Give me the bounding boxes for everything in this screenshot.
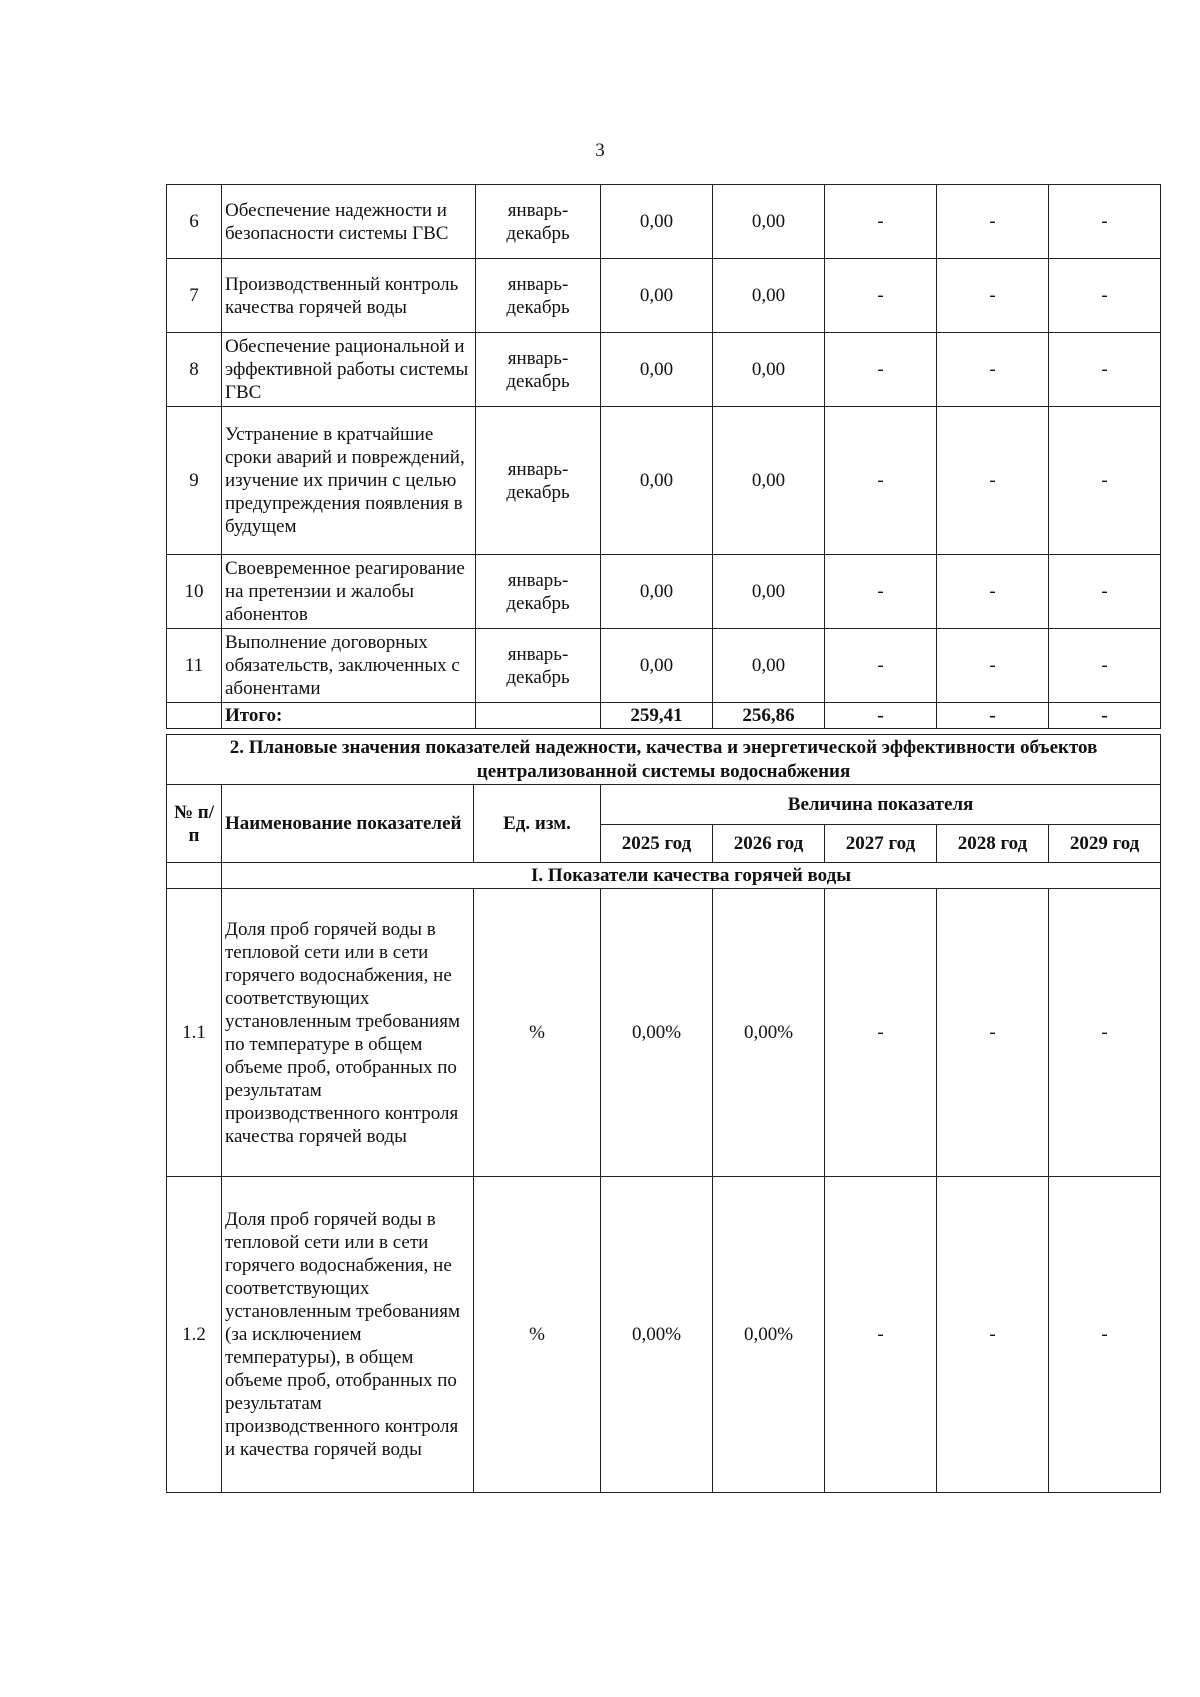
indicator-name: Доля проб горячей воды в тепловой сети или в сети горячего водоснабжения, не соответствующих установленным требованиям по температуре в общем объеме проб, отобранных по результатам производственного контроля качества горячей воды — [222, 889, 474, 1177]
header-year-2029: 2029 год — [1049, 825, 1161, 863]
value-2029: - — [1049, 333, 1161, 407]
unit: % — [474, 889, 601, 1177]
unit: % — [474, 1177, 601, 1493]
page-number: 3 — [595, 140, 605, 161]
total-2027: - — [825, 703, 937, 729]
value-2026: 0,00 — [713, 333, 825, 407]
value-2028: - — [937, 629, 1049, 703]
period: январь-декабрь — [476, 407, 601, 555]
period: январь-декабрь — [476, 629, 601, 703]
table-row — [167, 185, 1161, 259]
value-2028: - — [937, 1177, 1049, 1493]
measure-name: Своевременное реагирование на претензии и жалобы абонентов — [222, 555, 476, 629]
value-2025: 0,00% — [601, 889, 713, 1177]
value-2027: - — [825, 889, 937, 1177]
row-number: 10 — [167, 555, 222, 629]
table-row — [167, 407, 1161, 555]
value-2025: 0,00 — [601, 629, 713, 703]
period: январь-декабрь — [476, 259, 601, 333]
value-2026: 0,00 — [713, 555, 825, 629]
table-row — [167, 629, 1161, 703]
value-2027: - — [825, 333, 937, 407]
row-number: 11 — [167, 629, 222, 703]
total-label: Итого: — [222, 703, 476, 729]
value-2026: 0,00% — [713, 1177, 825, 1493]
indicators-table — [166, 734, 1161, 1493]
table-row — [167, 555, 1161, 629]
empty-cell — [167, 863, 222, 889]
empty-cell — [167, 703, 222, 729]
section-title-row — [167, 735, 1161, 785]
value-2026: 0,00 — [713, 407, 825, 555]
value-2029: - — [1049, 259, 1161, 333]
header-name: Наименование показателей — [222, 785, 474, 863]
value-2028: - — [937, 889, 1049, 1177]
value-2026: 0,00% — [713, 889, 825, 1177]
header-year-2026: 2026 год — [713, 825, 825, 863]
value-2025: 0,00 — [601, 407, 713, 555]
table-row — [167, 1177, 1161, 1493]
value-2027: - — [825, 185, 937, 259]
value-2029: - — [1049, 407, 1161, 555]
value-2028: - — [937, 555, 1049, 629]
total-2026: 256,86 — [713, 703, 825, 729]
value-2027: - — [825, 1177, 937, 1493]
row-number: 7 — [167, 259, 222, 333]
value-2025: 0,00 — [601, 333, 713, 407]
value-2027: - — [825, 259, 937, 333]
table-row — [167, 333, 1161, 407]
row-number: 1.2 — [167, 1177, 222, 1493]
header-unit: Ед. изм. — [474, 785, 601, 863]
value-2029: - — [1049, 1177, 1161, 1493]
header-year-2027: 2027 год — [825, 825, 937, 863]
header-row — [167, 785, 1161, 825]
value-2025: 0,00 — [601, 555, 713, 629]
period: январь-декабрь — [476, 555, 601, 629]
value-2027: - — [825, 407, 937, 555]
header-num: № п/п — [167, 785, 222, 863]
value-2029: - — [1049, 185, 1161, 259]
period: январь-декабрь — [476, 333, 601, 407]
value-2028: - — [937, 259, 1049, 333]
measure-name: Обеспечение надежности и безопасности системы ГВС — [222, 185, 476, 259]
total-2025: 259,41 — [601, 703, 713, 729]
row-number: 1.1 — [167, 889, 222, 1177]
value-2029: - — [1049, 629, 1161, 703]
value-2028: - — [937, 333, 1049, 407]
value-2027: - — [825, 629, 937, 703]
total-2029: - — [1049, 703, 1161, 729]
total-row — [167, 703, 1161, 729]
empty-cell — [476, 703, 601, 729]
value-2026: 0,00 — [713, 629, 825, 703]
measure-name: Производственный контроль качества горячей воды — [222, 259, 476, 333]
subsection-row — [167, 863, 1161, 889]
measure-name: Выполнение договорных обязательств, заключенных с абонентами — [222, 629, 476, 703]
row-number: 6 — [167, 185, 222, 259]
value-2026: 0,00 — [713, 259, 825, 333]
value-2029: - — [1049, 889, 1161, 1177]
value-2028: - — [937, 407, 1049, 555]
period: январь-декабрь — [476, 185, 601, 259]
value-2025: 0,00 — [601, 259, 713, 333]
header-value-group: Величина показателя — [601, 785, 1161, 825]
subsection-title: I. Показатели качества горячей воды — [222, 863, 1161, 889]
section-title: 2. Плановые значения показателей надежности, качества и энергетической эффективности объектов централизованной системы водоснабжения — [167, 735, 1161, 785]
indicator-name: Доля проб горячей воды в тепловой сети или в сети горячего водоснабжения, не соответствующих установленным требованиям (за исключением температуры), в общем объеме проб, отобранных по результатам производственного контроля и качества горячей воды — [222, 1177, 474, 1493]
header-year-2028: 2028 год — [937, 825, 1049, 863]
value-2028: - — [937, 185, 1049, 259]
value-2026: 0,00 — [713, 185, 825, 259]
value-2029: - — [1049, 555, 1161, 629]
total-2028: - — [937, 703, 1049, 729]
measure-name: Устранение в кратчайшие сроки аварий и повреждений, изучение их причин с целью предупреждения появления в будущем — [222, 407, 476, 555]
measures-table — [166, 184, 1161, 729]
row-number: 8 — [167, 333, 222, 407]
value-2025: 0,00% — [601, 1177, 713, 1493]
value-2027: - — [825, 555, 937, 629]
header-year-2025: 2025 год — [601, 825, 713, 863]
measure-name: Обеспечение рациональной и эффективной работы системы ГВС — [222, 333, 476, 407]
table-row — [167, 889, 1161, 1177]
row-number: 9 — [167, 407, 222, 555]
value-2025: 0,00 — [601, 185, 713, 259]
table-row — [167, 259, 1161, 333]
